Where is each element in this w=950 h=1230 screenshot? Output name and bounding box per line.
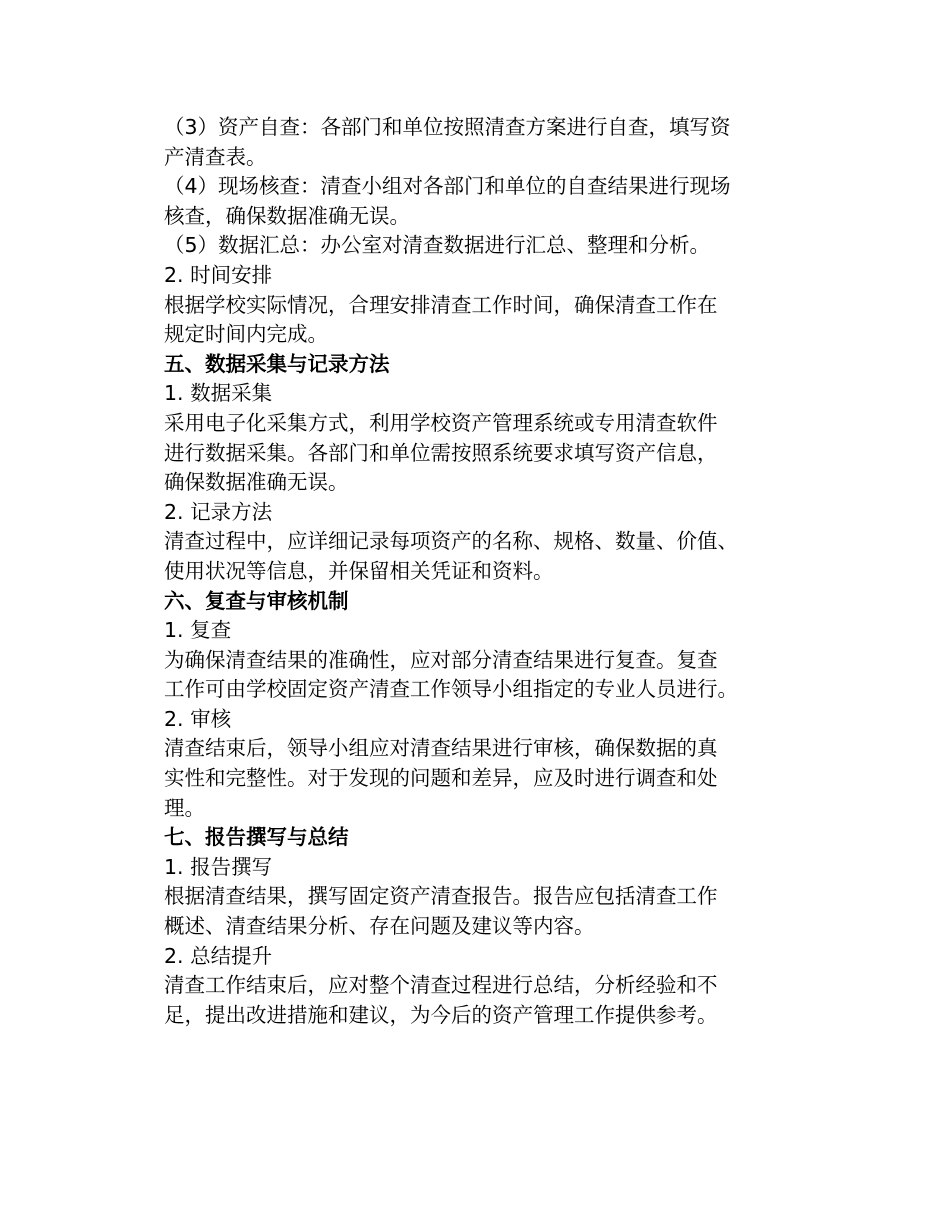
paragraph-line: 清查结束后，领导小组应对清查结果进行审核，确保数据的真	[164, 736, 718, 761]
paragraph-line: 足，提出改进措施和建议，为今后的资产管理工作提供参考。	[164, 1002, 718, 1027]
paragraph-line: 使用状况等信息，并保留相关凭证和资料。	[164, 558, 554, 583]
paragraph-line: 清查工作结束后，应对整个清查过程进行总结，分析经验和不	[164, 973, 718, 998]
paragraph-line: 采用电子化采集方式，利用学校资产管理系统或专用清查软件	[164, 410, 718, 435]
paragraph-line: 确保数据准确无误。	[164, 470, 349, 495]
paragraph-line: （5）数据汇总：办公室对清查数据进行汇总、整理和分析。	[164, 233, 711, 258]
document-body	[164, 113, 784, 1030]
section-heading: 六、复查与审核机制	[164, 588, 349, 613]
paragraph-line: 清查过程中，应详细记录每项资产的名称、规格、数量、价值、	[164, 529, 738, 554]
paragraph-line: 根据学校实际情况，合理安排清查工作时间，确保清查工作在	[164, 292, 718, 317]
paragraph-line: 核查，确保数据准确无误。	[164, 203, 410, 228]
subsection-title: 1. 报告撰写	[164, 854, 273, 879]
paragraph-line: 进行数据采集。各部门和单位需按照系统要求填写资产信息，	[164, 440, 718, 465]
paragraph-line: 实性和完整性。对于发现的问题和差异，应及时进行调查和处	[164, 766, 718, 791]
paragraph-line: 规定时间内完成。	[164, 322, 328, 347]
subsection-title: 2. 记录方法	[164, 499, 273, 524]
paragraph-line: 理。	[164, 795, 205, 820]
paragraph-line: （4）现场核查：清查小组对各部门和单位的自查结果进行现场	[164, 174, 731, 199]
subsection-title: 2. 时间安排	[164, 262, 273, 287]
section-heading: 七、报告撰写与总结	[164, 825, 349, 850]
subsection-title: 1. 复查	[164, 618, 232, 643]
paragraph-line: 工作可由学校固定资产清查工作领导小组指定的专业人员进行。	[164, 677, 738, 702]
paragraph-line: 为确保清查结果的准确性，应对部分清查结果进行复查。复查	[164, 647, 718, 672]
subsection-title: 2. 总结提升	[164, 943, 273, 968]
subsection-title: 2. 审核	[164, 706, 232, 731]
paragraph-line: （3）资产自查：各部门和单位按照清查方案进行自查，填写资	[164, 115, 731, 139]
paragraph-line: 产清查表。	[164, 144, 267, 169]
section-heading: 五、数据采集与记录方法	[164, 351, 390, 376]
subsection-title: 1. 数据采集	[164, 381, 273, 406]
paragraph-line: 概述、清查结果分析、存在问题及建议等内容。	[164, 914, 595, 939]
paragraph-line: 根据清查结果，撰写固定资产清查报告。报告应包括清查工作	[164, 884, 718, 909]
